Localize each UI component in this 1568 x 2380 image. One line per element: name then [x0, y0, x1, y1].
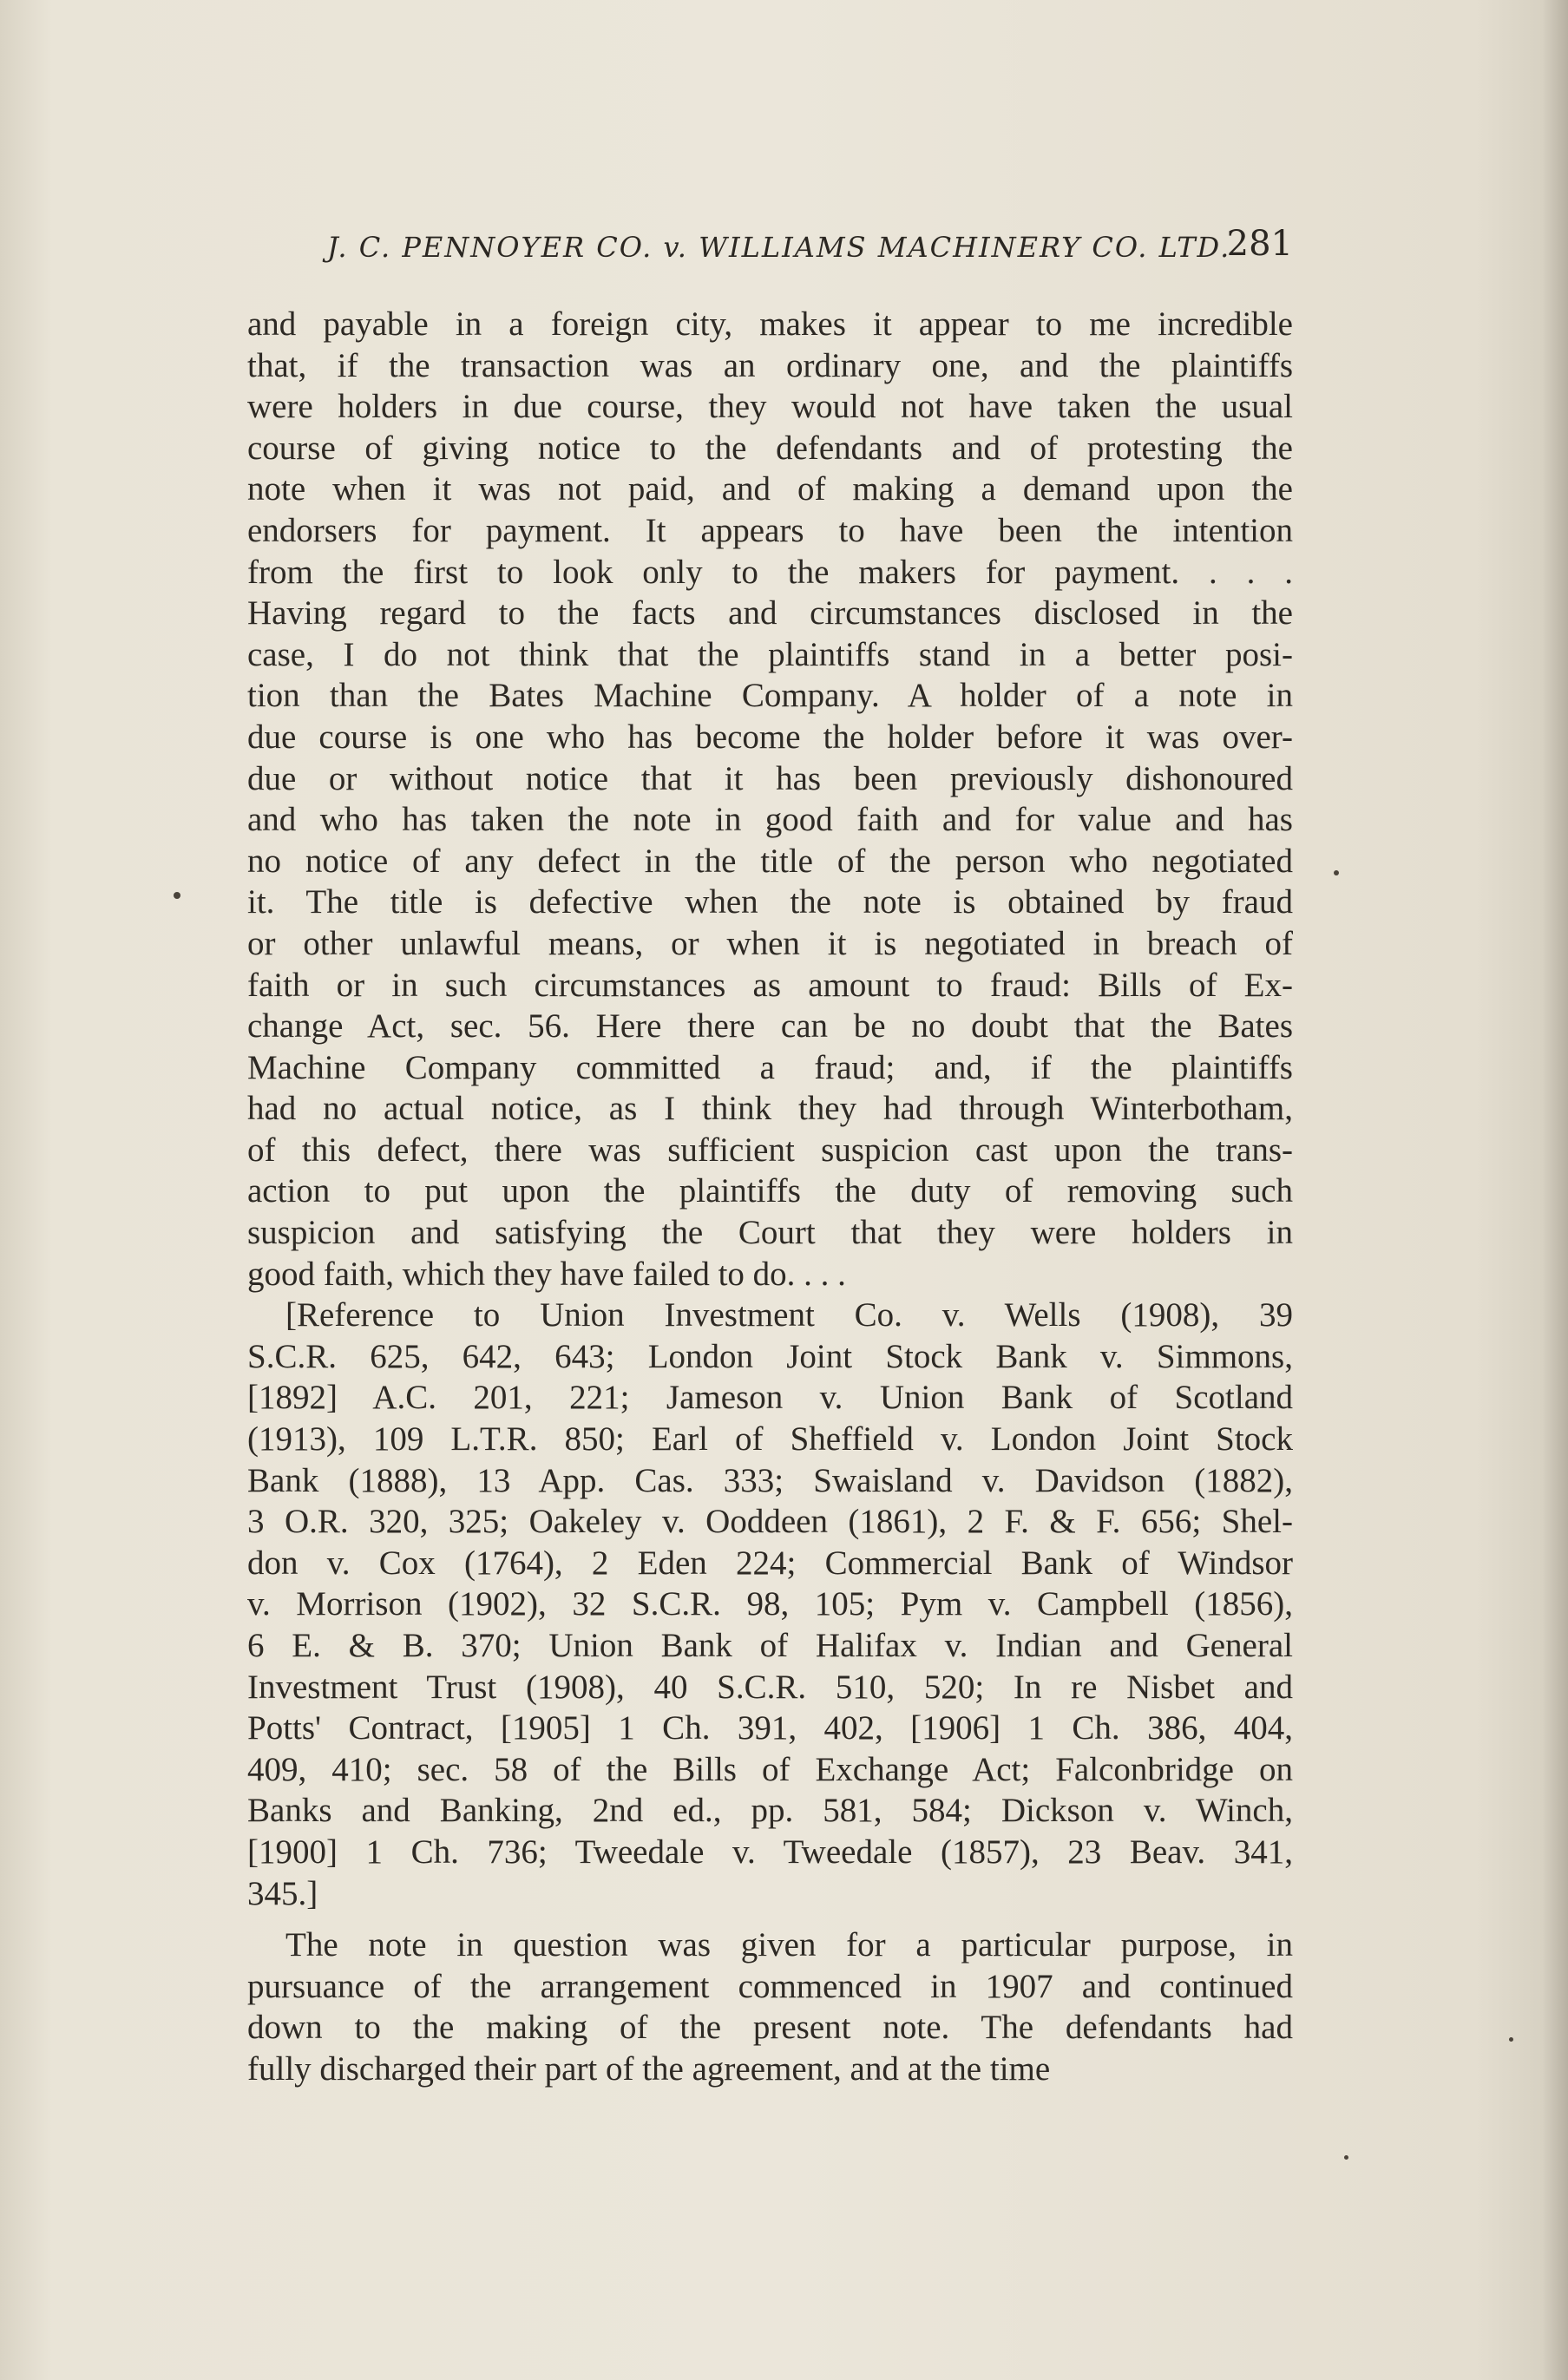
text-line: fully discharged their part of the agreement, and at the time: [247, 2049, 1051, 2088]
text-line: [1900] 1 Ch. 736; Tweedale v. Tweedale (1857), 23 Beav. 341,: [247, 1833, 1293, 1871]
text-line: due or without notice that it has been previously dishonoured: [247, 759, 1293, 797]
text-line: pursuance of the arrangement commenced in 1907 and continued: [247, 1967, 1293, 2005]
text-line: 409, 410; sec. 58 of the Bills of Exchange Act; Falconbridge on: [247, 1750, 1293, 1788]
text-line: that, if the transaction was an ordinary one, and the plaintiffs: [247, 346, 1293, 384]
text-line: suspicion and satisfying the Court that they were holders in: [247, 1214, 1293, 1252]
text-line: S.C.R. 625, 642, 643; London Joint Stock Bank v. Simmons,: [247, 1337, 1293, 1375]
text-line: faith or in such circumstances as amount to fraud: Bills of Ex-: [247, 966, 1293, 1004]
page-edge-shadow: [1542, 0, 1568, 2380]
text-line: had no actual notice, as I think they had through Winterbotham,: [247, 1090, 1293, 1128]
text-line: Potts' Contract, [1905] 1 Ch. 391, 402, [1906] 1 Ch. 386, 404,: [247, 1709, 1293, 1747]
text-line: tion than the Bates Machine Company. A holder of a note in: [247, 677, 1293, 715]
text-line: endorsers for payment. It appears to have been the intention: [247, 511, 1293, 549]
print-speck: [1334, 870, 1339, 875]
text-line: down to the making of the present note. The defendants had: [247, 2009, 1293, 2047]
paragraph: [247, 1924, 1293, 2089]
text-line: The note in question was given for a particular purpose, in: [285, 1926, 1293, 1964]
text-line: case, I do not think that the plaintiffs stand in a better posi-: [247, 635, 1293, 673]
print-speck: [1509, 2037, 1513, 2042]
text-line: change Act, sec. 56. Here there can be no doubt that the Bates: [247, 1007, 1293, 1046]
text-line: (1913), 109 L.T.R. 850; Earl of Sheffield v. London Joint Stock: [247, 1420, 1293, 1459]
text-line: Banks and Banking, 2nd ed., pp. 581, 584; Dickson v. Winch,: [247, 1792, 1293, 1830]
text-line: 345.]: [247, 1874, 318, 1912]
text-line: were holders in due course, they would not have taken the usual: [247, 388, 1293, 426]
body-text: [247, 304, 1293, 2090]
page-number: 281: [1226, 224, 1293, 264]
paragraph: [247, 1295, 1293, 1914]
print-speck: [174, 892, 180, 899]
text-line: 6 E. & B. 370; Union Bank of Halifax v. Indian and General: [247, 1627, 1293, 1664]
page-header: [247, 224, 1293, 276]
print-speck: [1344, 2155, 1348, 2160]
text-line: note when it was not paid, and of making a demand upon the: [247, 470, 1293, 508]
text-line: from the first to look only to the makers for payment. . . .: [247, 553, 1293, 591]
text-line: and payable in a foreign city, makes it appear to me incredible: [247, 305, 1293, 343]
text-line: and who has taken the note in good faith and for value and has: [247, 801, 1293, 839]
text-line: 3 O.R. 320, 325; Oakeley v. Ooddeen (1861), 2 F. & F. 656; Shel-: [247, 1503, 1293, 1541]
text-line: don v. Cox (1764), 2 Eden 224; Commercial Bank of Windsor: [247, 1544, 1293, 1582]
text-line: it. The title is defective when the note is obtained by fraud: [247, 883, 1293, 921]
text-line: action to put upon the plaintiffs the duty of removing such: [247, 1172, 1293, 1210]
text-line: no notice of any defect in the title of the person who negotiated: [247, 842, 1293, 880]
text-line: Machine Company committed a fraud; and, if the plaintiffs: [247, 1048, 1293, 1086]
text-line: [1892] A.C. 201, 221; Jameson v. Union Bank of Scotland: [247, 1379, 1293, 1417]
paragraph: [247, 304, 1293, 1295]
text-line: course of giving notice to the defendants and of protesting the: [247, 429, 1293, 467]
text-line: [Reference to Union Investment Co. v. Wells (1908), 39: [285, 1296, 1293, 1334]
text-line: Investment Trust (1908), 40 S.C.R. 510, 520; In re Nisbet and: [247, 1668, 1293, 1706]
running-head: J. C. PENNOYER CO. v. WILLIAMS MACHINERY CO. LTD.: [327, 231, 1231, 264]
text-line: Bank (1888), 13 App. Cas. 333; Swaisland v. Davidson (1882),: [247, 1461, 1293, 1499]
text-line: v. Morrison (1902), 32 S.C.R. 98, 105; Pym v. Campbell (1856),: [247, 1585, 1293, 1623]
text-line: or other unlawful means, or when it is negotiated in breach of: [247, 924, 1293, 962]
text-line: due course is one who has become the holder before it was over-: [247, 718, 1293, 756]
text-line: good faith, which they have failed to do. . . .: [247, 1255, 846, 1293]
text-line: Having regard to the facts and circumstances disclosed in the: [247, 594, 1293, 633]
paragraph-gap: [247, 1914, 1293, 1924]
text-line: of this defect, there was sufficient suspicion cast upon the trans-: [247, 1131, 1293, 1169]
